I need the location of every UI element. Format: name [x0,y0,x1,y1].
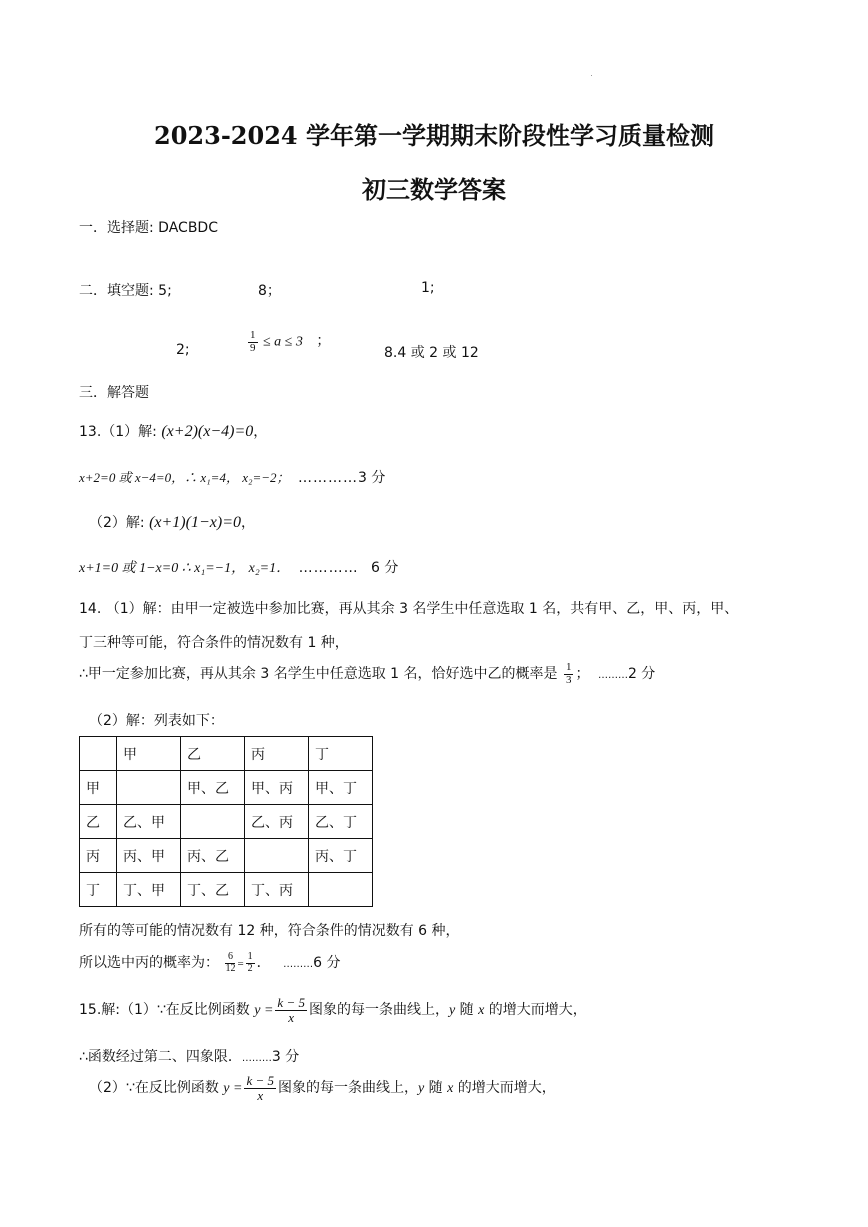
fill-blank-4: 2; [176,342,190,358]
q15-func-fraction [275,996,307,1024]
fill-blank-3: 1; [421,280,435,296]
table-cell [181,805,245,839]
table-cell: 丙、丁 [309,839,373,873]
q15-conclusion-score: 3 分 [271,1049,300,1065]
q15-part2-tail: 图象的每一条曲线上， [278,1080,418,1097]
q13-part2-equation: (x+1)(1−x)=0 [149,514,241,531]
q13-part2-dots: ………… [298,560,359,576]
q15-func-denominator: x [288,1009,295,1025]
q15-part2-label: （2）∵在反比例函数 [89,1080,219,1097]
q14-summary: 所有的等可能的情况数有 12 种，符合条件的情况数有 6 种， [79,923,460,939]
q15-part1-tail: 图象的每一条曲线上， [308,1002,449,1019]
q13-part2-step [79,557,398,577]
table-row [80,737,373,771]
q15-part1-x: x [478,1003,485,1019]
inequality-fraction [248,330,258,354]
section-solve-label: 三．解答题 [79,385,149,401]
section-fill-label [79,280,172,300]
table-cell: 乙、丁 [309,805,373,839]
table-cell [80,737,117,771]
table-cell: 丁、丙 [245,873,309,907]
table-cell [309,873,373,907]
table-cell [117,771,181,805]
q15-part2-end: 的增大而增大， [453,1080,556,1097]
q14-prob-equals: = [237,958,244,970]
q15-part1-y: y [448,1003,456,1019]
q14-prob-denominator: 3 [565,673,572,686]
table-row [80,839,373,873]
q15-func-prefix: y = [254,1003,274,1019]
q15-conclusion-text: ∴函数经过第二、四象限． [79,1049,242,1065]
q14-prob-fraction-2 [246,952,255,974]
page-title: 2023-2024 学年第一学期期末阶段性学习质量检测 [154,121,714,150]
q14-prob-frac1-den: 12 [225,962,236,974]
q14-line3-score: 2 分 [627,666,656,683]
q15-func-numerator: k − 5 [277,995,305,1010]
q14-prob-frac2-num: 1 [247,951,253,962]
q13-part2-comma: ， [240,515,255,531]
q15-part2 [89,1074,556,1102]
q13-part1 [79,421,267,441]
outcome-table [79,736,373,907]
q14-prob-numerator: 1 [565,661,572,673]
table-cell: 甲、乙 [181,771,245,805]
section-choice-answer: DACBDC [158,220,218,236]
q15-conclusion [79,1046,299,1066]
q15-part2-mid: 随 [424,1080,448,1097]
inequality-numerator: 1 [250,329,256,341]
q15-part2-func-fraction [244,1074,276,1102]
table-row [80,873,373,907]
q15-part2-func-prefix: y = [223,1081,243,1097]
section-fill-label-text: 二．填空题: [79,283,159,299]
q14-prob-frac2-den: 2 [247,962,253,974]
q14-prob-score: 6 分 [313,955,341,971]
table-cell: 丁 [80,873,117,907]
fill-blank-6: 8.4 或 2 或 12 [384,345,479,361]
q13-part1-dots: ………… [297,470,358,486]
q13-part1-step-text: x+2=0 或 x−4=0，∴ x₁=4， x₂=−2； [79,470,290,485]
table-cell: 丁、甲 [117,873,181,907]
table-cell: 甲 [117,737,181,771]
q15-part1 [79,996,587,1024]
q14-line3 [79,662,655,686]
section-choice [79,217,218,237]
page-subtitle: 初三数学答案 [362,175,506,204]
q15-part1-label: 15.解:（1）∵在反比例函数 [79,1002,250,1019]
table-cell: 乙、丙 [245,805,309,839]
q14-part2-label: （2）解：列表如下： [89,713,224,729]
fill-blank-1: 5; [158,283,172,299]
q14-probability [79,952,340,974]
fill-blank-5 [246,330,330,354]
table-cell: 甲 [80,771,117,805]
q14-line3-text: ∴甲一定参加比赛，再从其余 3 名学生中任意选取 1 名，恰好选中乙的概率是 [79,666,558,683]
q14-prob-dots: ……… [283,959,314,970]
table-cell: 甲、丁 [309,771,373,805]
q15-part1-end: 的增大而增大， [484,1002,587,1019]
q13-part2-score: 6 分 [371,560,399,576]
q14-prob-frac1-num: 6 [225,952,235,964]
q15-part2-func-numerator: k − 5 [246,1073,274,1088]
table-row [80,805,373,839]
q15-part1-mid: 随 [455,1002,479,1019]
q14-prob-fraction-1 [225,952,235,974]
q14-line2: 丁三种等可能，符合条件的情况数有 1 种， [79,635,349,651]
q13-part1-step [79,467,385,487]
table-cell [245,839,309,873]
table-cell: 乙 [181,737,245,771]
q13-part1-comma: ， [253,424,268,440]
table-cell: 丙 [245,737,309,771]
table-row [80,771,373,805]
table-cell: 丙、乙 [181,839,245,873]
table-cell: 丁 [309,737,373,771]
table-cell: 甲、丙 [245,771,309,805]
table-cell: 丁、乙 [181,873,245,907]
section-choice-label: 一．选择题: [79,220,159,236]
q14-prob-tail: ． [256,955,271,971]
inequality-rest: ≤ a ≤ 3 [263,334,303,350]
inequality-denominator: 9 [250,341,256,354]
q13-part2 [89,512,255,532]
fill-blank-5-sep: ； [316,334,331,350]
q14-prob-fraction [564,662,574,686]
table-cell: 乙 [80,805,117,839]
q13-part1-equation: (x+2)(x−4)=0 [161,423,254,440]
q15-conclusion-dots: ……… [241,1053,272,1064]
q15-part2-y: y [418,1081,425,1097]
q13-part2-step-text: x+1=0 或 1−x=0 ∴ x₁=−1， x₂=1． [79,561,291,576]
q13-part2-label: （2）解: [89,515,150,531]
q14-probability-text: 所以选中丙的概率为： [79,955,219,971]
q13-part1-label: 13.（1）解: [79,424,162,440]
q13-part1-score: 3 分 [357,470,386,486]
table-cell: 丙、甲 [117,839,181,873]
q15-part2-x: x [447,1081,454,1097]
table-cell: 丙 [80,839,117,873]
q14-line1: 14. （1）解：由甲一定被选中参加比赛，再从其余 3 名学生中任意选取 1 名，共有甲、乙，甲、丙，甲、 [79,601,739,617]
fill-blank-2: 8； [258,283,281,299]
q14-line3-dots: ……… [597,670,628,682]
table-cell: 乙、甲 [117,805,181,839]
q14-line3-tail: ； [575,666,590,683]
q15-part2-func-denominator: x [257,1087,264,1103]
scan-speck [591,75,592,76]
